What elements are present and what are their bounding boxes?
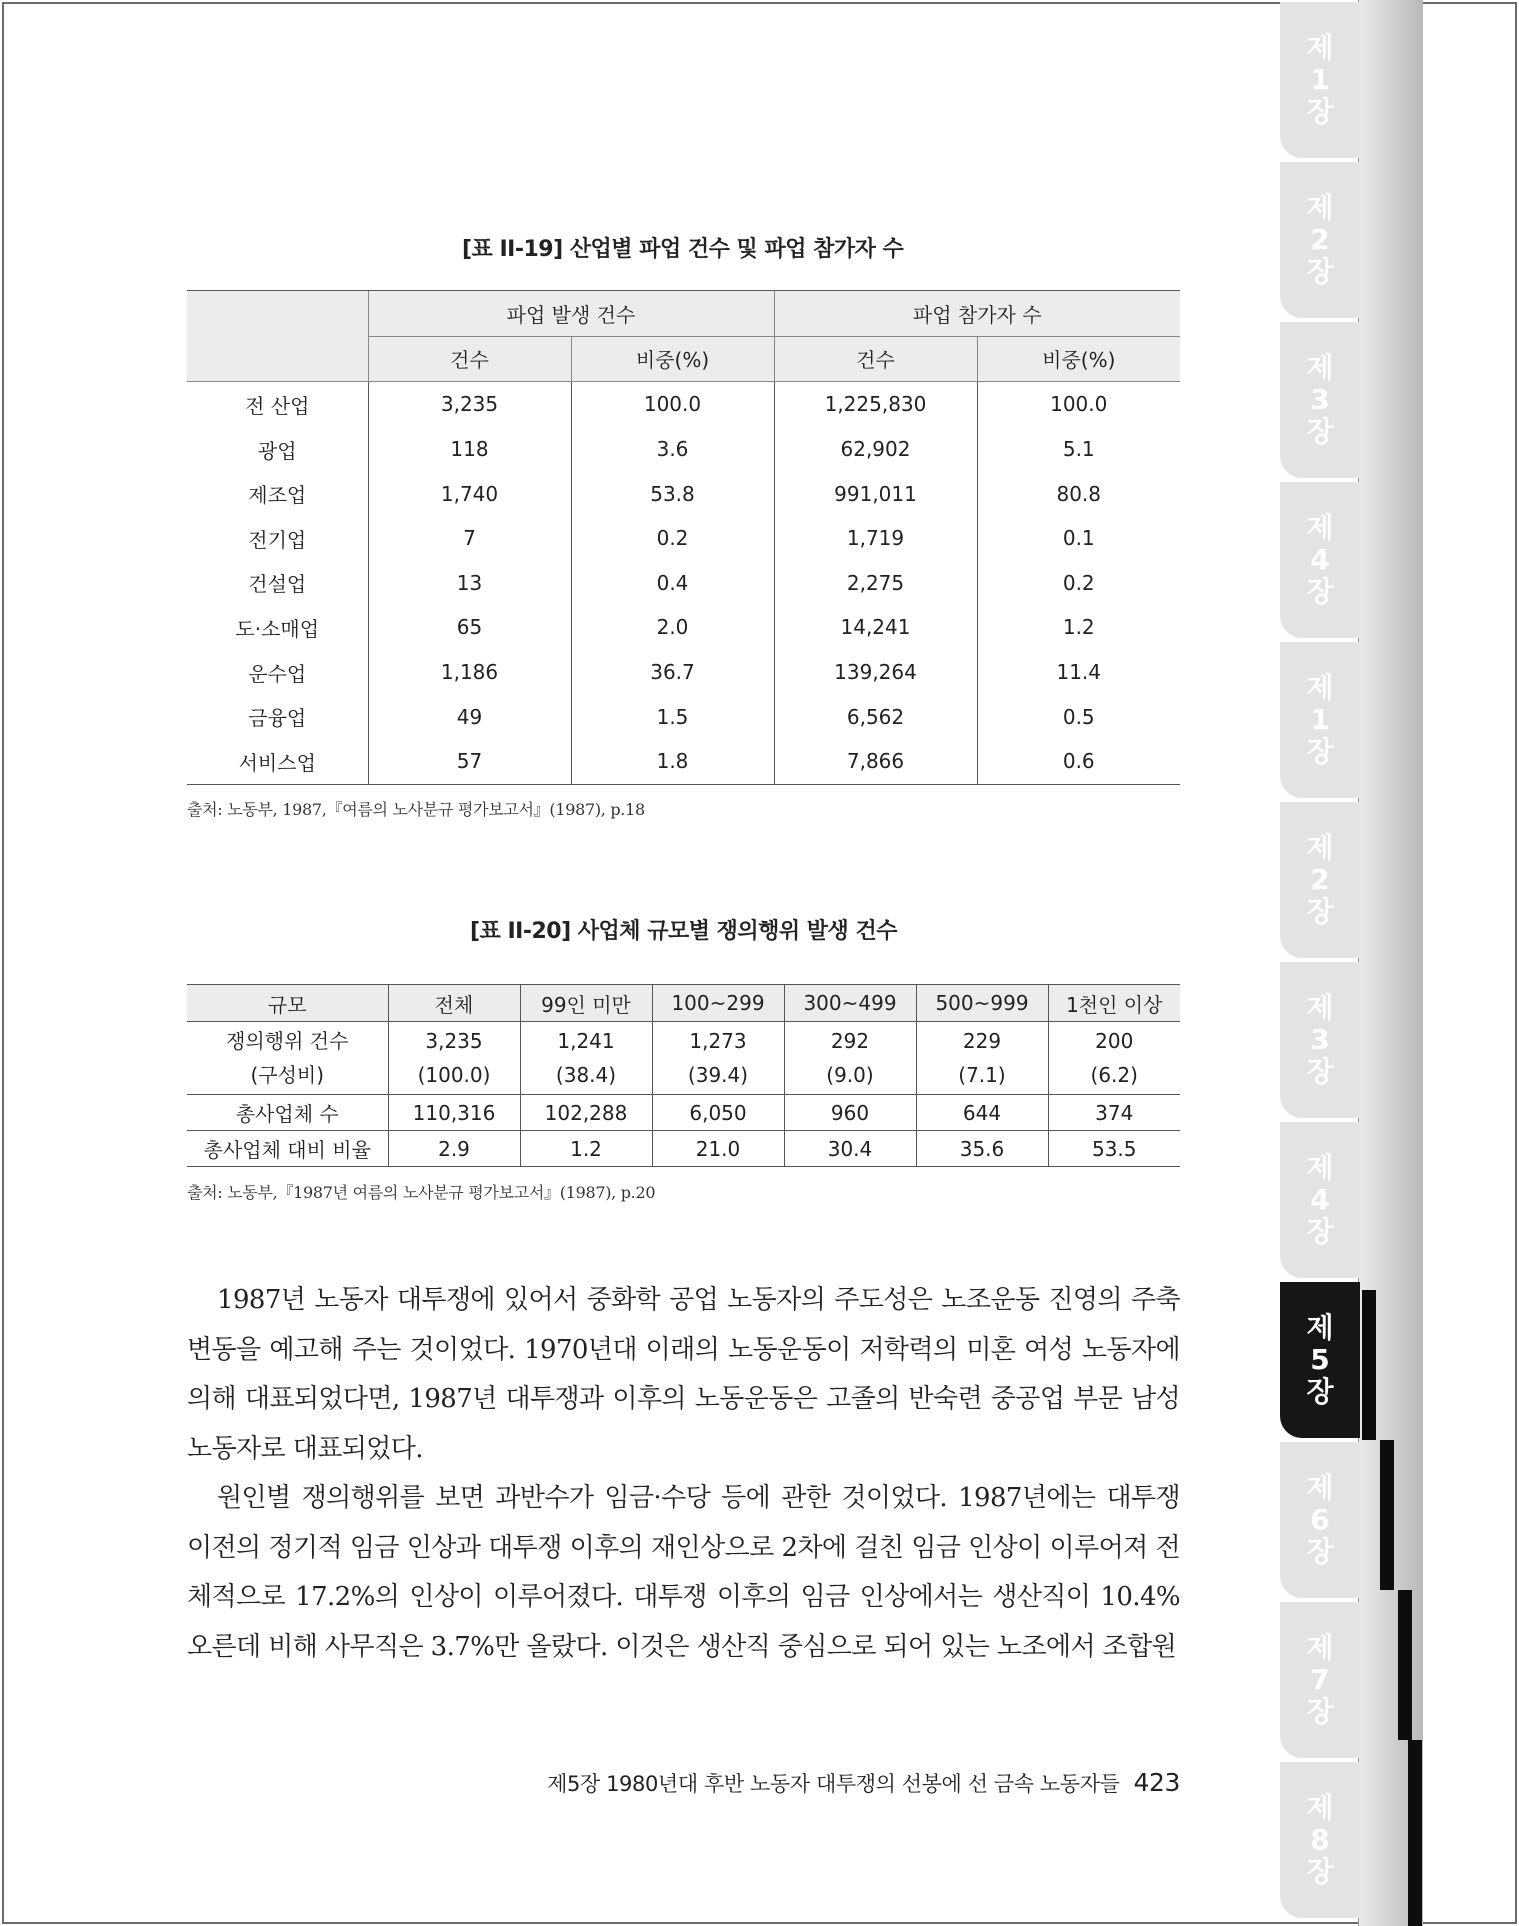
cell [652, 1022, 784, 1095]
page-number: 423 [1133, 1768, 1180, 1797]
table1-corner [187, 291, 368, 382]
cell: 36.7 [571, 650, 774, 695]
cell: 100.0 [571, 382, 774, 427]
table-row [187, 427, 1180, 472]
table2-header: 100~299 [652, 985, 784, 1022]
cell: 35.6 [916, 1131, 1048, 1167]
cell: 0.6 [977, 739, 1180, 784]
edge-mark [1362, 1290, 1376, 1440]
cell [784, 1022, 916, 1095]
row-label: 전기업 [248, 527, 307, 552]
paragraph: 원인별 쟁의행위를 보면 과반수가 임금·수당 등에 관한 것이었다. 1987년에는 대투쟁 이전의 정기적 임금 인상과 대투쟁 이후의 재인상으로 2차에 걸친 임금 인상이 이루어져 전체적으로 17.2%의 인상이 이루어졌다. 대투쟁 이후의 임금 인상에서는 생산직이 10.4% 오른데 비해 사무직은 3.7%만 올랐다. 이것은 생산직 중심으로 되어 있는 노조에서 조합원 [187, 1483, 1180, 1662]
row-label: 건설업 [248, 572, 307, 597]
ratio: (9.0) [826, 1063, 874, 1087]
cell: 0.2 [977, 561, 1180, 606]
running-title: 제5장 1980년대 후반 노동자 대투쟁의 선봉에 선 금속 노동자들 [547, 1772, 1120, 1796]
cell: 0.5 [977, 694, 1180, 739]
cell: 53.8 [571, 471, 774, 516]
cell: 1,719 [774, 516, 977, 561]
table-row [187, 739, 1180, 784]
book-edge [1358, 0, 1423, 1926]
cell: 960 [784, 1095, 916, 1131]
ratio: (6.2) [1090, 1063, 1138, 1087]
cell: 57 [368, 739, 571, 784]
side-tab-active[interactable]: 제5장 [1280, 1282, 1360, 1438]
table1-sub-header: 비중(%) [977, 336, 1180, 382]
cell: 139,264 [774, 650, 977, 695]
side-tab[interactable]: 제1장 [1280, 642, 1360, 798]
count: 200 [1095, 1029, 1134, 1053]
cell: 62,902 [774, 427, 977, 472]
table-row [187, 561, 1180, 606]
side-tab[interactable]: 제6장 [1280, 1442, 1360, 1598]
ratio: (7.1) [958, 1063, 1006, 1087]
count: 229 [962, 1029, 1002, 1053]
table2 [187, 984, 1180, 1167]
cell: 6,050 [652, 1095, 784, 1131]
cell: 1.5 [571, 694, 774, 739]
cell: 100.0 [977, 382, 1180, 427]
table-row [187, 471, 1180, 516]
table2-header: 규모 [187, 985, 388, 1022]
table-row [187, 1131, 1180, 1167]
edge-mark [1408, 1740, 1422, 1926]
cell [388, 1022, 520, 1095]
table1-sub-header: 건수 [774, 336, 977, 382]
cell: 7,866 [774, 739, 977, 784]
table1-group-header: 파업 참가자 수 [774, 291, 1180, 337]
cell: 118 [368, 427, 571, 472]
side-tab[interactable]: 제7장 [1280, 1602, 1360, 1758]
cell: 2,275 [774, 561, 977, 606]
paragraph: 1987년 노동자 대투쟁에 있어서 중화학 공업 노동자의 주도성은 노조운동 진영의 주축 변동을 예고해 주는 것이었다. 1970년대 이래의 노동운동이 저학력의 미혼 여성 노동자에 의해 대표되었다면, 1987년 대투쟁과 이후의 노동운동은 고졸의 반숙련 중공업 부문 남성 노동자로 대표되었다. [187, 1285, 1180, 1464]
cell: 0.1 [977, 516, 1180, 561]
cell: 5.1 [977, 427, 1180, 472]
table-row [187, 516, 1180, 561]
cell: 30.4 [784, 1131, 916, 1167]
row-label: 광업 [257, 438, 297, 463]
cell: 374 [1048, 1095, 1180, 1131]
row-label: 도·소매업 [235, 616, 320, 641]
side-tab[interactable]: 제3장 [1280, 962, 1360, 1118]
row-label: 제조업 [248, 483, 307, 508]
cell: 1,740 [368, 471, 571, 516]
side-tab[interactable]: 제2장 [1280, 802, 1360, 958]
cell: 7 [368, 516, 571, 561]
count: 3,235 [425, 1029, 483, 1053]
cell: 21.0 [652, 1131, 784, 1167]
cell: 2.0 [571, 605, 774, 650]
table1-sub-header: 비중(%) [571, 336, 774, 382]
table2-source: 출처: 노동부,『1987년 여름의 노사분규 평가보고서』(1987), p.20 [187, 1183, 656, 1202]
side-tab[interactable]: 제8장 [1280, 1762, 1360, 1918]
table-row [187, 382, 1180, 427]
cell [520, 1022, 652, 1095]
ratio: (39.4) [687, 1063, 749, 1087]
cell: 1.2 [977, 605, 1180, 650]
cell: 13 [368, 561, 571, 606]
row-label: 총사업체 수 [187, 1095, 388, 1131]
side-tab[interactable]: 제1장 [1280, 2, 1360, 158]
cell: 65 [368, 605, 571, 650]
cell: 991,011 [774, 471, 977, 516]
table1 [187, 290, 1180, 785]
side-tab[interactable]: 제4장 [1280, 482, 1360, 638]
row-label: 운수업 [248, 661, 307, 686]
side-tab[interactable]: 제3장 [1280, 322, 1360, 478]
table2-header: 전체 [388, 985, 520, 1022]
cell: 102,288 [520, 1095, 652, 1131]
ratio: (38.4) [555, 1063, 617, 1087]
cell: 0.4 [571, 561, 774, 606]
table1-group-header: 파업 발생 건수 [368, 291, 774, 337]
row-label-line: 쟁의행위 건수 [226, 1029, 349, 1053]
side-tab[interactable]: 제2장 [1280, 162, 1360, 318]
cell: 644 [916, 1095, 1048, 1131]
table1-source: 출처: 노동부, 1987,『여름의 노사분규 평가보고서』(1987), p.18 [187, 800, 645, 819]
table-row [187, 650, 1180, 695]
table1-title: [표 II-19] 산업별 파업 건수 및 파업 참가자 수 [462, 237, 904, 262]
edge-mark [1398, 1590, 1412, 1740]
table-row [187, 1022, 1180, 1095]
row-label: 총사업체 대비 비율 [187, 1131, 388, 1167]
cell [1048, 1022, 1180, 1095]
table2-header: 99인 미만 [520, 985, 652, 1022]
row-label [187, 1022, 388, 1095]
count: 1,241 [557, 1029, 615, 1053]
cell: 11.4 [977, 650, 1180, 695]
row-label: 금융업 [248, 706, 307, 731]
cell: 3,235 [368, 382, 571, 427]
table-row [187, 694, 1180, 739]
table2-title: [표 II-20] 사업체 규모별 쟁의행위 발생 건수 [470, 919, 897, 944]
table2-header: 500~999 [916, 985, 1048, 1022]
row-label-line: (구성비) [250, 1063, 325, 1087]
table1-sub-header: 건수 [368, 336, 571, 382]
cell: 80.8 [977, 471, 1180, 516]
table-row [187, 1095, 1180, 1131]
cell: 53.5 [1048, 1131, 1180, 1167]
side-tab[interactable]: 제4장 [1280, 1122, 1360, 1278]
edge-mark [1380, 1440, 1394, 1590]
cell: 0.2 [571, 516, 774, 561]
running-footer [547, 1768, 1180, 1798]
table-row [187, 605, 1180, 650]
cell: 1.2 [520, 1131, 652, 1167]
count: 292 [830, 1029, 870, 1053]
cell: 14,241 [774, 605, 977, 650]
body-text [187, 1276, 1180, 1672]
cell: 3.6 [571, 427, 774, 472]
cell: 49 [368, 694, 571, 739]
table2-header: 300~499 [784, 985, 916, 1022]
cell [916, 1022, 1048, 1095]
count: 1,273 [689, 1029, 747, 1053]
row-label: 서비스업 [187, 739, 368, 784]
cell: 1.8 [571, 739, 774, 784]
cell: 6,562 [774, 694, 977, 739]
cell: 110,316 [388, 1095, 520, 1131]
cell: 1,225,830 [774, 382, 977, 427]
row-label: 전 산업 [245, 393, 310, 418]
cell: 2.9 [388, 1131, 520, 1167]
ratio: (100.0) [417, 1063, 491, 1087]
cell: 1,186 [368, 650, 571, 695]
table2-header: 1천인 이상 [1048, 985, 1180, 1022]
